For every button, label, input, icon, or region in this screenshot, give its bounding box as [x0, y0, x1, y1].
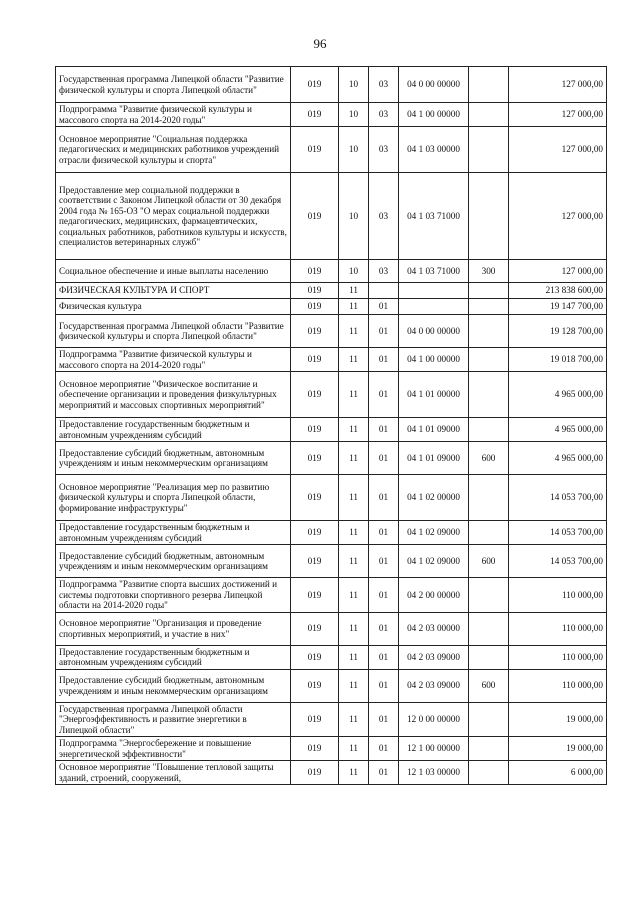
- section-code: 11: [339, 612, 369, 645]
- ministry-code: 019: [291, 315, 339, 348]
- table-row: [56, 372, 607, 418]
- amount: 19 000,00: [509, 737, 607, 761]
- ministry-code: 019: [291, 645, 339, 669]
- subsection-code: 01: [369, 348, 399, 372]
- section-code: 11: [339, 645, 369, 669]
- expense-type-code: [469, 299, 509, 315]
- amount: 4 965 000,00: [509, 372, 607, 418]
- table-row: [56, 299, 607, 315]
- subsection-code: 01: [369, 645, 399, 669]
- subsection-code: 01: [369, 612, 399, 645]
- ministry-code: 019: [291, 260, 339, 283]
- section-code: 11: [339, 545, 369, 578]
- target-article-code: 04 2 03 09000: [399, 645, 469, 669]
- row-name: Предоставление мер социальной поддержки в соответствии с Законом Липецкой области от 30 декабря 2004 года № 165-ОЗ "О мерах социальной поддержки педагогических, медицинских, фармацевтических, социальных работников, работников культуры и искусств, специалистов ветеринарных служб": [56, 173, 291, 260]
- table-row: [56, 173, 607, 260]
- row-name: Основное мероприятие "Социальная поддержка педагогических и медицинских работников учреждений отрасли физической культуры и спорта": [56, 127, 291, 173]
- table-row: [56, 737, 607, 761]
- amount: 127 000,00: [509, 103, 607, 127]
- amount: 19 000,00: [509, 702, 607, 737]
- ministry-code: 019: [291, 545, 339, 578]
- row-name: Государственная программа Липецкой области "Развитие физической культуры и спорта Липецкой области": [56, 67, 291, 103]
- expense-type-code: [469, 103, 509, 127]
- ministry-code: 019: [291, 702, 339, 737]
- row-name: Основное мероприятие "Организация и проведение спортивных мероприятий, и участие в них": [56, 612, 291, 645]
- amount: 19 147 700,00: [509, 299, 607, 315]
- target-article-code: 04 1 03 00000: [399, 127, 469, 173]
- ministry-code: 019: [291, 348, 339, 372]
- expense-type-code: [469, 67, 509, 103]
- section-code: 11: [339, 283, 369, 299]
- subsection-code: 01: [369, 761, 399, 785]
- section-code: 11: [339, 418, 369, 442]
- ministry-code: 019: [291, 737, 339, 761]
- ministry-code: 019: [291, 669, 339, 702]
- ministry-code: 019: [291, 299, 339, 315]
- section-code: 11: [339, 761, 369, 785]
- expense-type-code: 300: [469, 260, 509, 283]
- row-name: Предоставление государственным бюджетным и автономным учреждениям субсидий: [56, 645, 291, 669]
- target-article-code: 04 1 01 09000: [399, 418, 469, 442]
- amount: 110 000,00: [509, 669, 607, 702]
- subsection-code: 03: [369, 103, 399, 127]
- target-article-code: 04 2 03 09000: [399, 669, 469, 702]
- row-name: Физическая культура: [56, 299, 291, 315]
- section-code: 11: [339, 315, 369, 348]
- target-article-code: [399, 283, 469, 299]
- amount: 213 838 600,00: [509, 283, 607, 299]
- target-article-code: 04 1 02 09000: [399, 545, 469, 578]
- expense-type-code: [469, 737, 509, 761]
- table-row: [56, 612, 607, 645]
- ministry-code: 019: [291, 67, 339, 103]
- table-row: [56, 127, 607, 173]
- section-code: 11: [339, 299, 369, 315]
- subsection-code: 01: [369, 669, 399, 702]
- target-article-code: 12 1 00 00000: [399, 737, 469, 761]
- section-code: 10: [339, 260, 369, 283]
- expense-type-code: [469, 761, 509, 785]
- row-name: Предоставление государственным бюджетным и автономным учреждениям субсидий: [56, 418, 291, 442]
- subsection-code: 01: [369, 299, 399, 315]
- section-code: 11: [339, 702, 369, 737]
- expense-type-code: 600: [469, 545, 509, 578]
- amount: 19 018 700,00: [509, 348, 607, 372]
- table-row: [56, 645, 607, 669]
- section-code: 11: [339, 578, 369, 613]
- section-code: 11: [339, 372, 369, 418]
- amount: 14 053 700,00: [509, 521, 607, 545]
- table-row: [56, 545, 607, 578]
- expense-type-code: [469, 702, 509, 737]
- table-row: [56, 669, 607, 702]
- table-row: [56, 348, 607, 372]
- target-article-code: 12 1 03 00000: [399, 761, 469, 785]
- amount: 127 000,00: [509, 260, 607, 283]
- expense-type-code: [469, 173, 509, 260]
- target-article-code: 04 1 01 00000: [399, 372, 469, 418]
- row-name: Предоставление субсидий бюджетным, автономным учреждениям и иным некоммерческим организациям: [56, 545, 291, 578]
- table-row: [56, 702, 607, 737]
- row-name: Подпрограмма "Развитие физической культуры и массового спорта на 2014-2020 годы": [56, 103, 291, 127]
- section-code: 10: [339, 127, 369, 173]
- table-row: [56, 283, 607, 299]
- subsection-code: 01: [369, 442, 399, 475]
- amount: 110 000,00: [509, 612, 607, 645]
- row-name: Предоставление субсидий бюджетным, автономным учреждениям и иным некоммерческим организациям: [56, 442, 291, 475]
- amount: 14 053 700,00: [509, 475, 607, 521]
- subsection-code: 01: [369, 578, 399, 613]
- amount: 110 000,00: [509, 578, 607, 613]
- amount: 127 000,00: [509, 173, 607, 260]
- subsection-code: 01: [369, 418, 399, 442]
- target-article-code: 12 0 00 00000: [399, 702, 469, 737]
- amount: 127 000,00: [509, 127, 607, 173]
- target-article-code: 04 1 03 71000: [399, 260, 469, 283]
- table-row: [56, 260, 607, 283]
- table-row: [56, 103, 607, 127]
- amount: 127 000,00: [509, 67, 607, 103]
- budget-table-body: [56, 67, 607, 785]
- ministry-code: 019: [291, 442, 339, 475]
- row-name: Подпрограмма "Энергосбережение и повышение энергетической эффективности": [56, 737, 291, 761]
- ministry-code: 019: [291, 173, 339, 260]
- table-row: [56, 418, 607, 442]
- budget-table: [55, 66, 607, 785]
- row-name: Государственная программа Липецкой области "Развитие физической культуры и спорта Липецкой области": [56, 315, 291, 348]
- ministry-code: 019: [291, 761, 339, 785]
- subsection-code: 01: [369, 702, 399, 737]
- expense-type-code: [469, 372, 509, 418]
- expense-type-code: [469, 612, 509, 645]
- subsection-code: 03: [369, 67, 399, 103]
- section-code: 11: [339, 521, 369, 545]
- target-article-code: 04 1 02 00000: [399, 475, 469, 521]
- amount: 4 965 000,00: [509, 442, 607, 475]
- expense-type-code: [469, 283, 509, 299]
- ministry-code: 019: [291, 612, 339, 645]
- expense-type-code: [469, 521, 509, 545]
- row-name: Основное мероприятие "Реализация мер по развитию физической культуры и спорта Липецкой области, формирование инфраструктуры": [56, 475, 291, 521]
- expense-type-code: [469, 348, 509, 372]
- ministry-code: 019: [291, 521, 339, 545]
- table-row: [56, 315, 607, 348]
- row-name: ФИЗИЧЕСКАЯ КУЛЬТУРА И СПОРТ: [56, 283, 291, 299]
- expense-type-code: [469, 418, 509, 442]
- ministry-code: 019: [291, 127, 339, 173]
- section-code: 11: [339, 348, 369, 372]
- expense-type-code: 600: [469, 669, 509, 702]
- subsection-code: 03: [369, 127, 399, 173]
- row-name: Социальное обеспечение и иные выплаты населению: [56, 260, 291, 283]
- subsection-code: [369, 283, 399, 299]
- table-row: [56, 475, 607, 521]
- table-row: [56, 578, 607, 613]
- page-number: 96: [313, 36, 327, 51]
- section-code: 10: [339, 173, 369, 260]
- target-article-code: 04 0 00 00000: [399, 315, 469, 348]
- subsection-code: 01: [369, 521, 399, 545]
- row-name: Основное мероприятие "Физическое воспитание и обеспечение организации и проведения физкультурных мероприятий и массовых спортивных мероприятий": [56, 372, 291, 418]
- table-row: [56, 442, 607, 475]
- target-article-code: 04 1 03 71000: [399, 173, 469, 260]
- amount: 6 000,00: [509, 761, 607, 785]
- target-article-code: 04 1 01 09000: [399, 442, 469, 475]
- subsection-code: 01: [369, 315, 399, 348]
- row-name: Предоставление государственным бюджетным и автономным учреждениям субсидий: [56, 521, 291, 545]
- target-article-code: 04 1 00 00000: [399, 103, 469, 127]
- expense-type-code: [469, 645, 509, 669]
- target-article-code: 04 0 00 00000: [399, 67, 469, 103]
- ministry-code: 019: [291, 418, 339, 442]
- subsection-code: 01: [369, 737, 399, 761]
- expense-type-code: [469, 475, 509, 521]
- target-article-code: 04 2 00 00000: [399, 578, 469, 613]
- subsection-code: 01: [369, 372, 399, 418]
- subsection-code: 01: [369, 475, 399, 521]
- target-article-code: [399, 299, 469, 315]
- subsection-code: 03: [369, 173, 399, 260]
- ministry-code: 019: [291, 475, 339, 521]
- row-name: Подпрограмма "Развитие физической культуры и массового спорта на 2014-2020 годы": [56, 348, 291, 372]
- target-article-code: 04 2 03 00000: [399, 612, 469, 645]
- ministry-code: 019: [291, 578, 339, 613]
- target-article-code: 04 1 02 09000: [399, 521, 469, 545]
- table-row: [56, 761, 607, 785]
- table-row: [56, 521, 607, 545]
- row-name: Основное мероприятие "Повышение тепловой защиты зданий, строений, сооружений,: [56, 761, 291, 785]
- section-code: 11: [339, 442, 369, 475]
- section-code: 10: [339, 103, 369, 127]
- expense-type-code: [469, 127, 509, 173]
- subsection-code: 03: [369, 260, 399, 283]
- section-code: 11: [339, 737, 369, 761]
- expense-type-code: [469, 578, 509, 613]
- section-code: 11: [339, 669, 369, 702]
- amount: 14 053 700,00: [509, 545, 607, 578]
- section-code: 11: [339, 475, 369, 521]
- table-row: [56, 67, 607, 103]
- amount: 19 128 700,00: [509, 315, 607, 348]
- subsection-code: 01: [369, 545, 399, 578]
- amount: 4 965 000,00: [509, 418, 607, 442]
- ministry-code: 019: [291, 372, 339, 418]
- section-code: 10: [339, 67, 369, 103]
- row-name: Подпрограмма "Развитие спорта высших достижений и системы подготовки спортивного резерва Липецкой области на 2014-2020 годы": [56, 578, 291, 613]
- expense-type-code: 600: [469, 442, 509, 475]
- ministry-code: 019: [291, 283, 339, 299]
- target-article-code: 04 1 00 00000: [399, 348, 469, 372]
- expense-type-code: [469, 315, 509, 348]
- row-name: Государственная программа Липецкой области "Энергоэффективность и развитие энергетики в Липецкой области": [56, 702, 291, 737]
- row-name: Предоставление субсидий бюджетным, автономным учреждениям и иным некоммерческим организациям: [56, 669, 291, 702]
- amount: 110 000,00: [509, 645, 607, 669]
- ministry-code: 019: [291, 103, 339, 127]
